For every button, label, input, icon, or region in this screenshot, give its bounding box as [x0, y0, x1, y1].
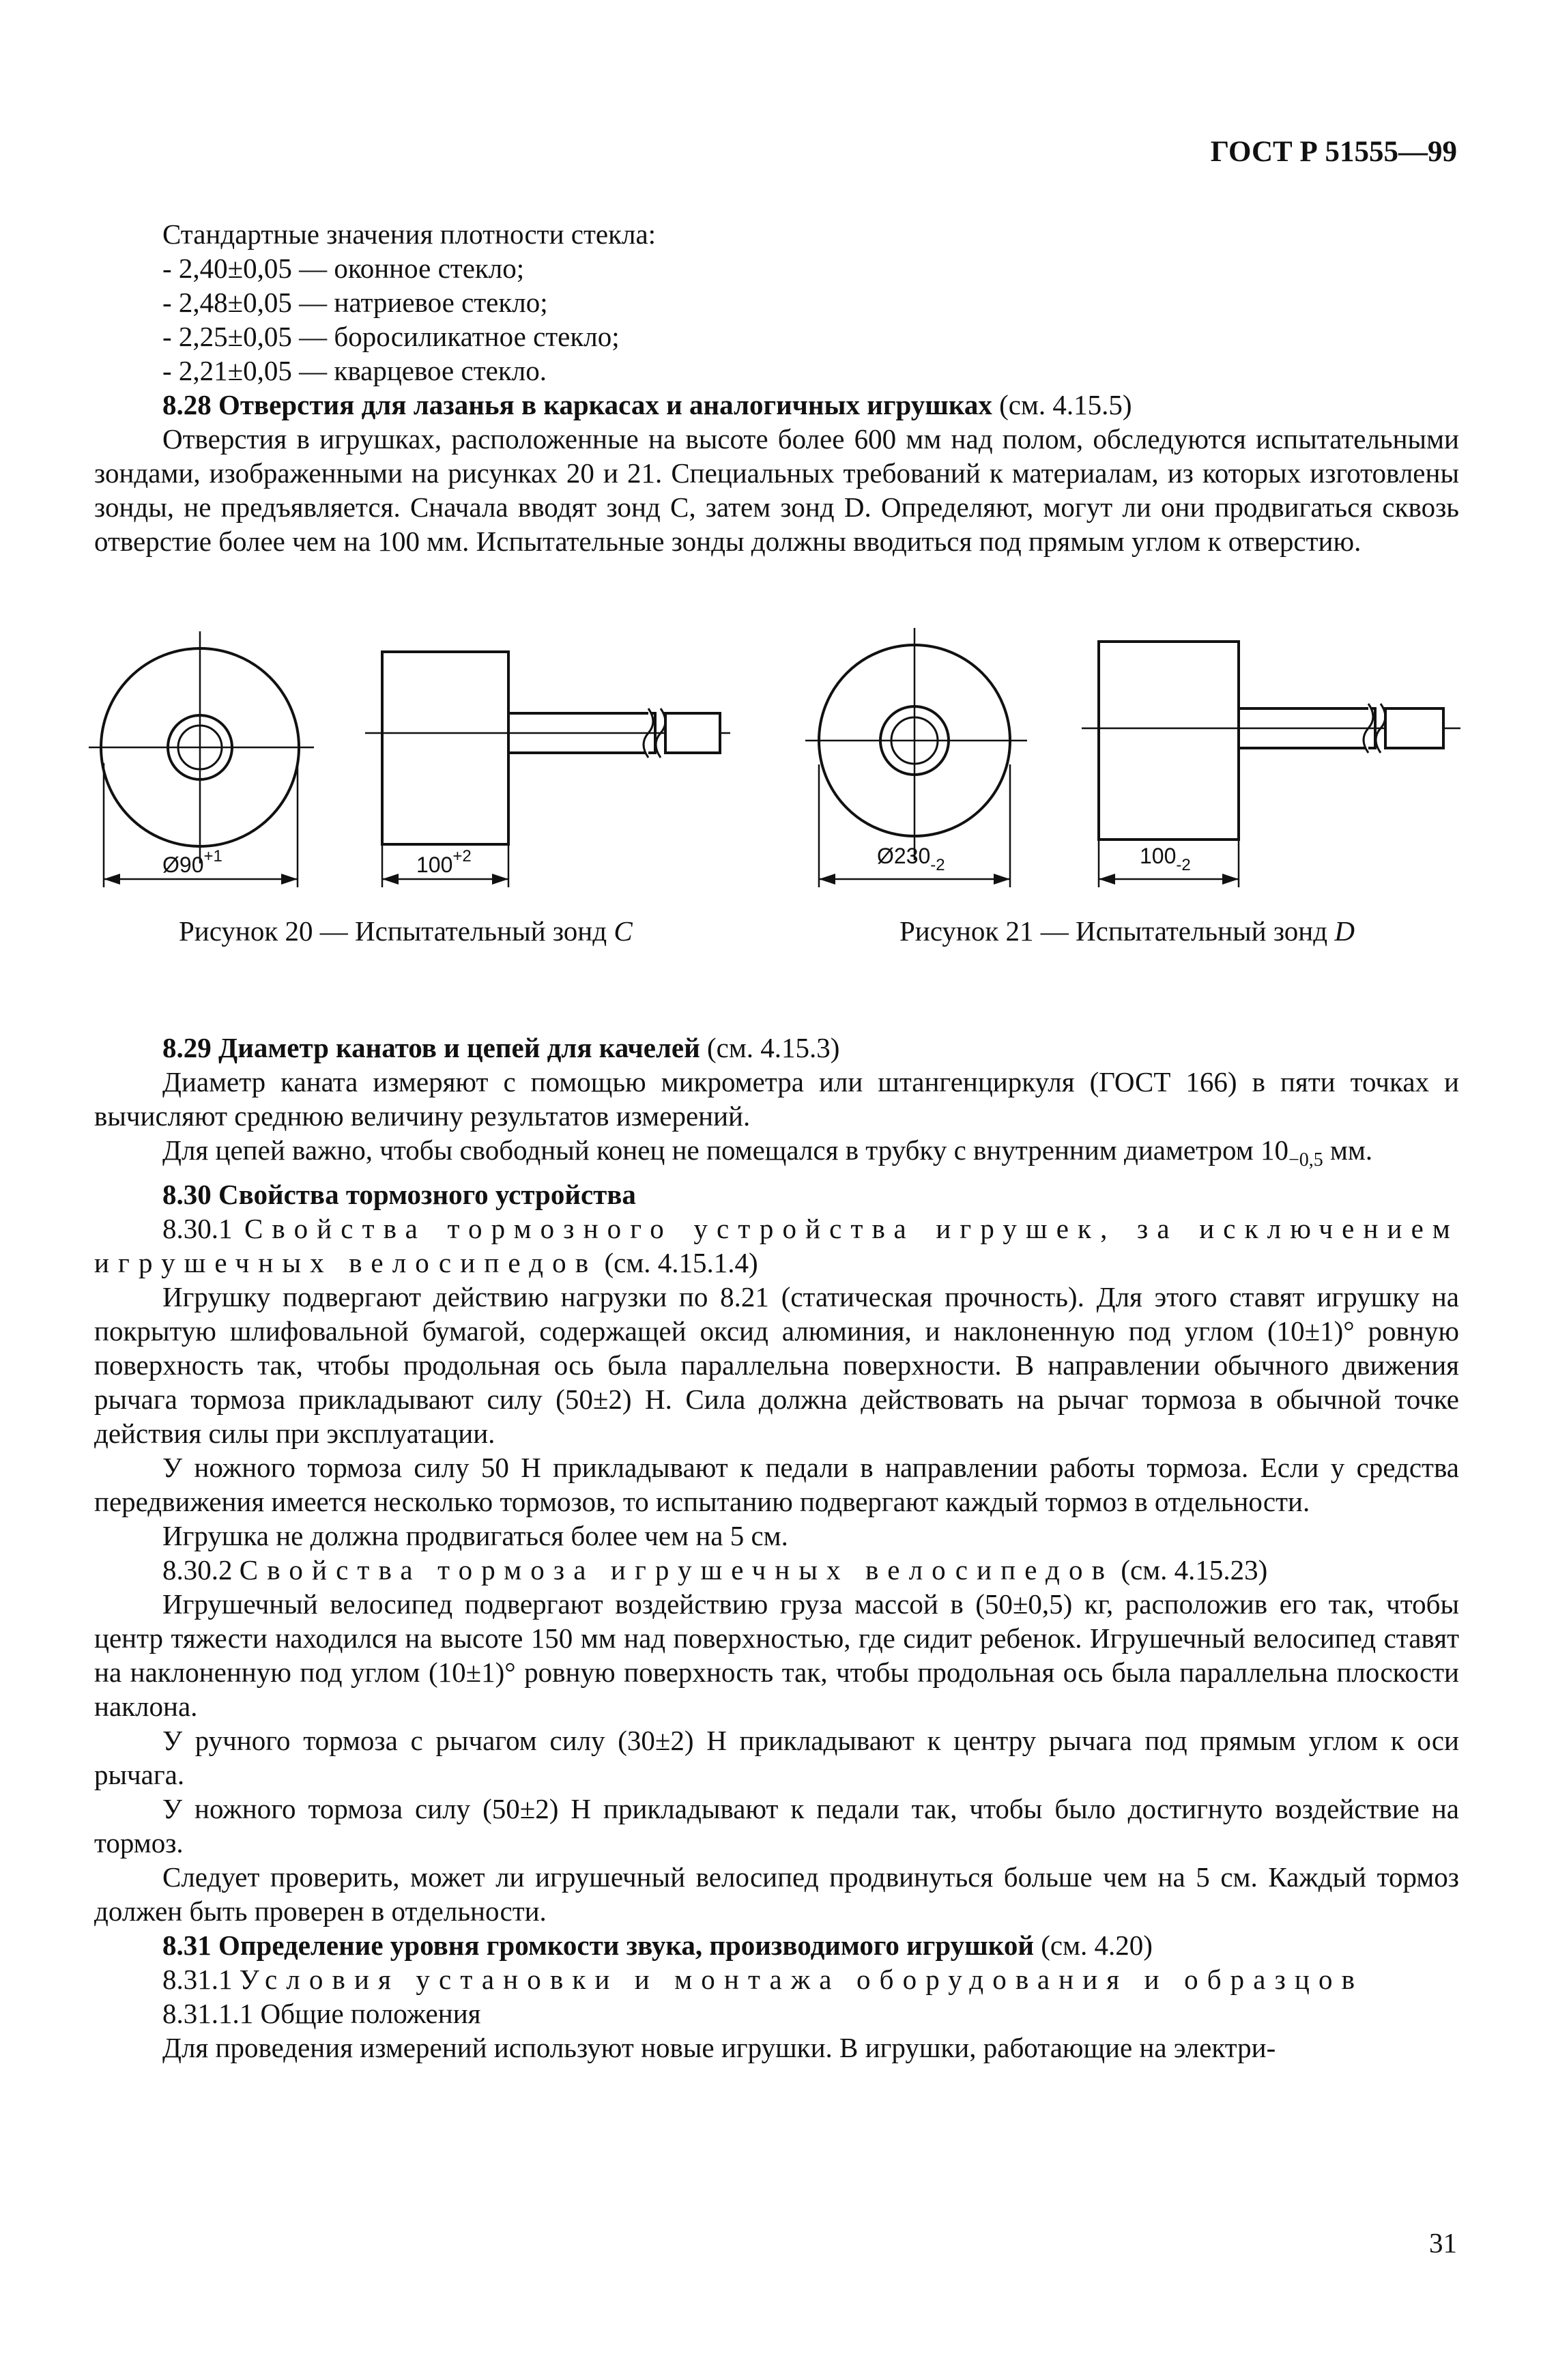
section-8-28-body: Отверстия в игрушках, расположенные на высоте более 600 мм над полом, обследуются испытательными зондами, изображенными на рисунках 20 и 21. Специальных требований к материалам, из которых изготовлены зонды, не предъявляется. Сначала вводят зонд C, затем зонд D. Определяют, могут ли они продвигаться сквозь отверстие более чем на 100 мм. Испытательные зонды должны вводиться под прямым углом к отверстию. — [94, 423, 1459, 557]
section-lower — [94, 1031, 1459, 2065]
section-8-30-1-p2: У ножного тормоза силу 50 Н прикладывают к педали в направлении работы тормоза. Если у средства передвижения имеется несколько тормозов, то испытанию подвергают каждый тормоз в отдельности. — [94, 1452, 1459, 1518]
section-8-31-heading-line — [94, 1928, 1459, 1962]
glass-item: - 2,40±0,05 — оконное стекло; — [162, 253, 525, 284]
probe-c-front-view — [89, 631, 314, 887]
glass-item: - 2,21±0,05 — кварцевое стекло. — [162, 355, 547, 386]
section-8-29-ref: (см. 4.15.3) — [700, 1032, 840, 1063]
fig21-length-label: $100_{-2}$ — [1140, 844, 1191, 874]
fig21-diameter-label: $Ø230_{-2}$ — [877, 844, 945, 874]
probe-d-side-view — [1082, 642, 1460, 887]
fig21-caption: Рисунок 21 — Испытательный зонд D — [899, 915, 1355, 947]
section-8-30-2-heading: 8.30.2 Свойства тормоза игрушечных велосипедов (см. 4.15.23) — [162, 1554, 1268, 1586]
section-8-30-heading: 8.30 Свойства тормозного устройства — [162, 1179, 636, 1211]
glass-item: - 2,48±0,05 — натриевое стекло; — [162, 287, 548, 318]
document-header: ГОСТ Р 51555—99 — [1210, 136, 1457, 168]
section-8-30-2-p7: Следует проверить, может ли игрушечный велосипед продвинуться больше чем на 5 см. Каждый тормоз должен быть проверен в отдельности. — [94, 1861, 1459, 1927]
section-8-28-ref: (см. 4.15.5) — [992, 389, 1132, 420]
section-8-30-1-p3: Игрушка не должна продвигаться более чем на 5 см. — [162, 1520, 788, 1552]
section-8-30-2-p5: У ручного тормоза с рычагом силу (30±2) Н прикладывают к центру рычага под прямым углом к оси рычага. — [94, 1725, 1459, 1791]
section-8-28-heading-line — [94, 388, 1459, 422]
section-8-31-1-heading: 8.31.1 Условия установки и монтажа оборудования и образцов — [162, 1964, 1364, 1996]
glass-intro: Стандартные значения плотности стекла: — [162, 218, 657, 250]
probe-drawings — [0, 628, 1556, 915]
section-8-30-1-heading: 8.30.1 Свойства тормозного устройства игрушек, за исключением игрушечных велосипедов (см. 4.15.1.4) — [94, 1213, 1459, 1279]
section-8-28-heading: 8.28 Отверстия для лазанья в каркасах и аналогичных игрушках — [162, 389, 992, 420]
fig20-length-label: $100^{+2}$ — [416, 847, 472, 877]
fig20-diameter-label: $Ø90^{+1}$ — [162, 847, 222, 877]
section-8-31-ref: (см. 4.20) — [1034, 1930, 1153, 1962]
section-8-30-2-p6: У ножного тормоза силу (50±2) Н прикладывают к педали так, чтобы было достигнуто воздействие на тормоз. — [94, 1793, 1459, 1859]
glass-item: - 2,25±0,05 — боросиликатное стекло; — [162, 321, 620, 352]
section-8-29-heading-line — [94, 1031, 1459, 1065]
page-number: 31 — [1429, 2227, 1457, 2259]
section-upper — [94, 217, 1459, 558]
section-8-31-1-1-heading: 8.31.1.1 Общие положения — [162, 1998, 481, 2030]
section-8-29-p1: Диаметр каната измеряют с помощью микрометра или штангенциркуля (ГОСТ 166) в пяти точках и вычисляют среднюю величину результатов измерений. — [94, 1066, 1459, 1132]
section-8-31-heading: 8.31 Определение уровня громкости звука, производимого игрушкой — [162, 1930, 1034, 1962]
section-8-30-1-p1: Игрушку подвергают действию нагрузки по 8.21 (статическая прочность). Для этого ставят игрушку на покрытую шлифовальной бумагой, содержащей оксид алюминия, и наклоненную под углом (10±1)° ровную поверхность так, чтобы продольная ось была параллельна поверхности. В направлении обычного движения рычага тормоза прикладывают силу (50±2) Н. Сила должна действовать на рычаг тормоза в обычной точке действия силы при эксплуатации. — [94, 1281, 1459, 1450]
section-8-29-p2: Для цепей важно, чтобы свободный конец не помещался в трубку с внутренним диаметром $10_{-0,5}$ мм. — [162, 1134, 1373, 1171]
fig20-caption: Рисунок 20 — Испытательный зонд C — [179, 915, 633, 947]
section-8-30-2-p4: Игрушечный велосипед подвергают воздействию груза массой в (50±0,5) кг, расположив его так, чтобы центр тяжести находился на высоте 150 мм над поверхностью, где сидит ребенок. Игрушечный велосипед ставят на наклоненную под углом (10±1)° ровную поверхность так, чтобы продольная ось была параллельна плоскости наклона. — [94, 1588, 1459, 1723]
section-8-29-heading: 8.29 Диаметр канатов и цепей для качелей — [162, 1032, 700, 1063]
section-8-31-1-1-p1: Для проведения измерений используют новые игрушки. В игрушки, работающие на электри- — [162, 2032, 1276, 2064]
